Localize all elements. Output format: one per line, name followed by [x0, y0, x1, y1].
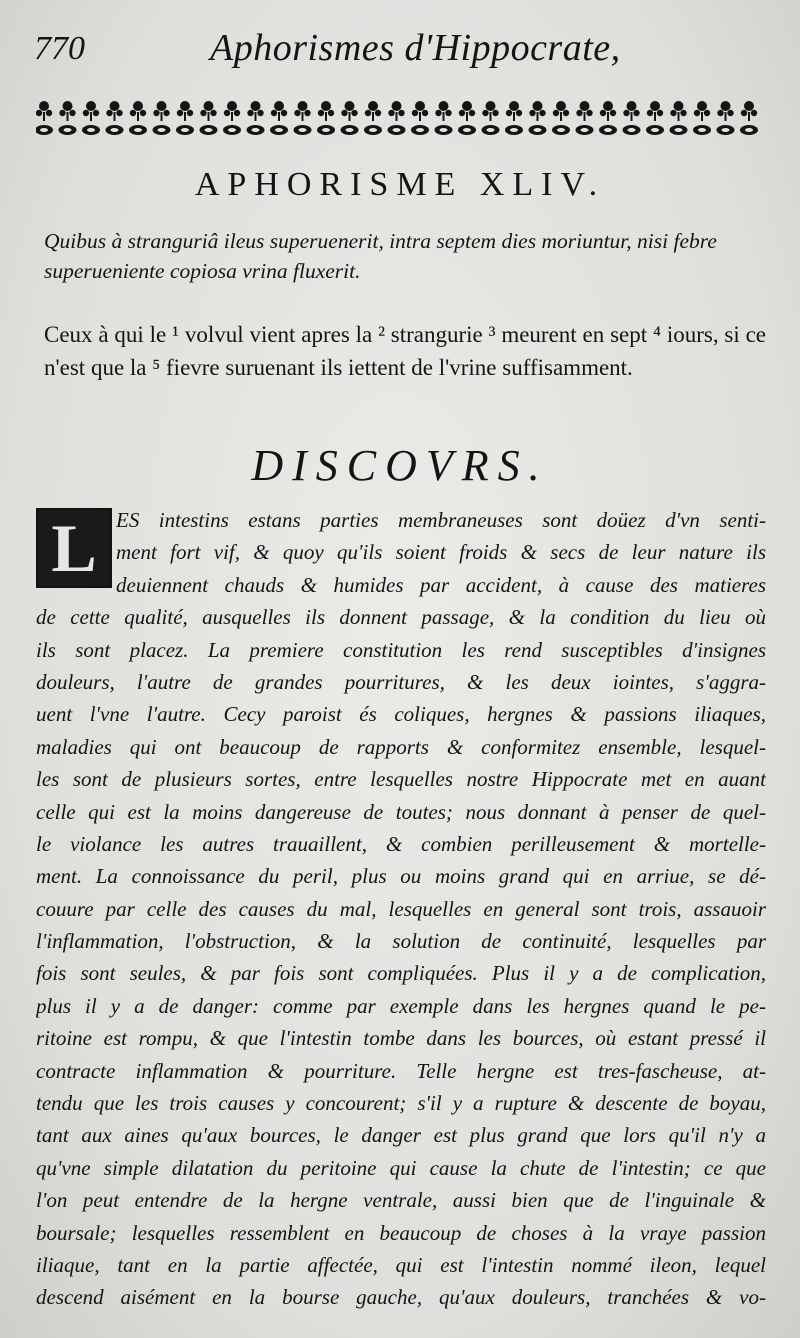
discours-heading: DISCOVRS. — [251, 441, 549, 490]
body-line: celle qui est la moins dangereuse de toutes; nous donnant à penser de quel- — [36, 799, 766, 824]
body-line: de cette qualité, ausquelles ils donnent passage, & la condition du lieu où — [36, 605, 766, 630]
body-line: le violance les autres trauaillent, & combien perilleusement & mortelle- — [36, 831, 766, 856]
body-line: qu'vne simple dilatation du peritoine qui cause la chute de l'intestin; ce que — [36, 1155, 766, 1180]
body-line: iliaque, tant en la partie affectée, qui est l'intestin nommé ileon, lequel — [36, 1252, 766, 1277]
body-line: ment fort vif, & quoy qu'ils soient froids & secs de leur nature ils — [116, 540, 766, 565]
latin-aphorism-text: Quibus à stranguriâ ileus superuenerit, intra septem dies moriuntur, nisi febre superueniente copiosa vrina fluxerit. — [44, 229, 717, 283]
body-line: descend aisément en la bourse gauche, qu'aux douleurs, tranchées & vo- — [36, 1285, 766, 1310]
body-line: boursale; lesquelles ressemblent en beaucoup de choses à la vraye passion — [36, 1220, 766, 1245]
body-line: deuiennent chauds & humides par accident, à cause des matieres — [116, 572, 766, 597]
body-line: contracte inflammation & pourriture. Telle hergne est tres-fascheuse, at- — [36, 1058, 766, 1083]
body-line: ES intestins estans parties membraneuses sont doüez d'vn senti- — [116, 508, 766, 532]
body-line: ritoine est rompu, & que l'intestin tombe dans les bources, où estant pressé il — [36, 1026, 766, 1051]
body-line: les sont de plusieurs sortes, entre lesquelles nostre Hippocrate met en auant — [36, 767, 766, 792]
body-line: couure par celle des causes du mal, lesquelles en general sont trois, assauoir — [36, 896, 766, 921]
body-line: l'inflammation, l'obstruction, & la solution de continuité, lesquelles par — [36, 929, 766, 954]
body-line: plus il y a de danger: comme par exemple dans les hergnes quand le pe- — [36, 993, 766, 1018]
body-line: uent l'vne l'autre. Cecy paroist és coliques, hergnes & passions iliaques, — [36, 702, 766, 727]
drop-cap-letter: L — [51, 510, 97, 586]
running-title: Aphorismes d'Hippocrate, — [210, 27, 621, 69]
body-line: tant aux aines qu'aux bources, le danger est plus grand que lors qu'il n'y a — [36, 1123, 766, 1148]
aphorism-heading: APHORISME XLIV. — [194, 166, 606, 203]
body-line: maladies qui ont beaucoup de rapports & conformitez ensemble, lesquel- — [36, 734, 766, 759]
body-line: ils sont placez. La premiere constitution les rend susceptibles d'insignes — [36, 637, 766, 662]
body-line: douleurs, l'autre de grandes pourritures, & les deux iointes, s'aggra- — [36, 669, 766, 694]
body-line: fois sont seules, & par fois sont compliquées. Plus il y a de complication, — [36, 961, 766, 986]
body-line: tendu que les trois causes y concourent; s'il y a rupture & descente de boyau, — [36, 1091, 766, 1116]
discours-body-text — [36, 504, 766, 1314]
fleuron-band-ornament — [36, 94, 766, 140]
page-number: 770 — [34, 30, 85, 67]
page-header — [30, 22, 770, 72]
body-line: ment. La connoissance du peril, plus ou moins grand qui en arriue, se dé- — [36, 864, 766, 889]
french-translation-text: Ceux à qui le ¹ volvul vient apres la ² strangurie ³ meurent en sept ⁴ iours, si ce n'est que la ⁵ fievre suruenant ils iettent de l'vrine suffisamment. — [44, 322, 766, 380]
body-line: l'on peut entendre de la hergne ventrale, aussi bien que de l'inguinale & — [36, 1188, 766, 1213]
